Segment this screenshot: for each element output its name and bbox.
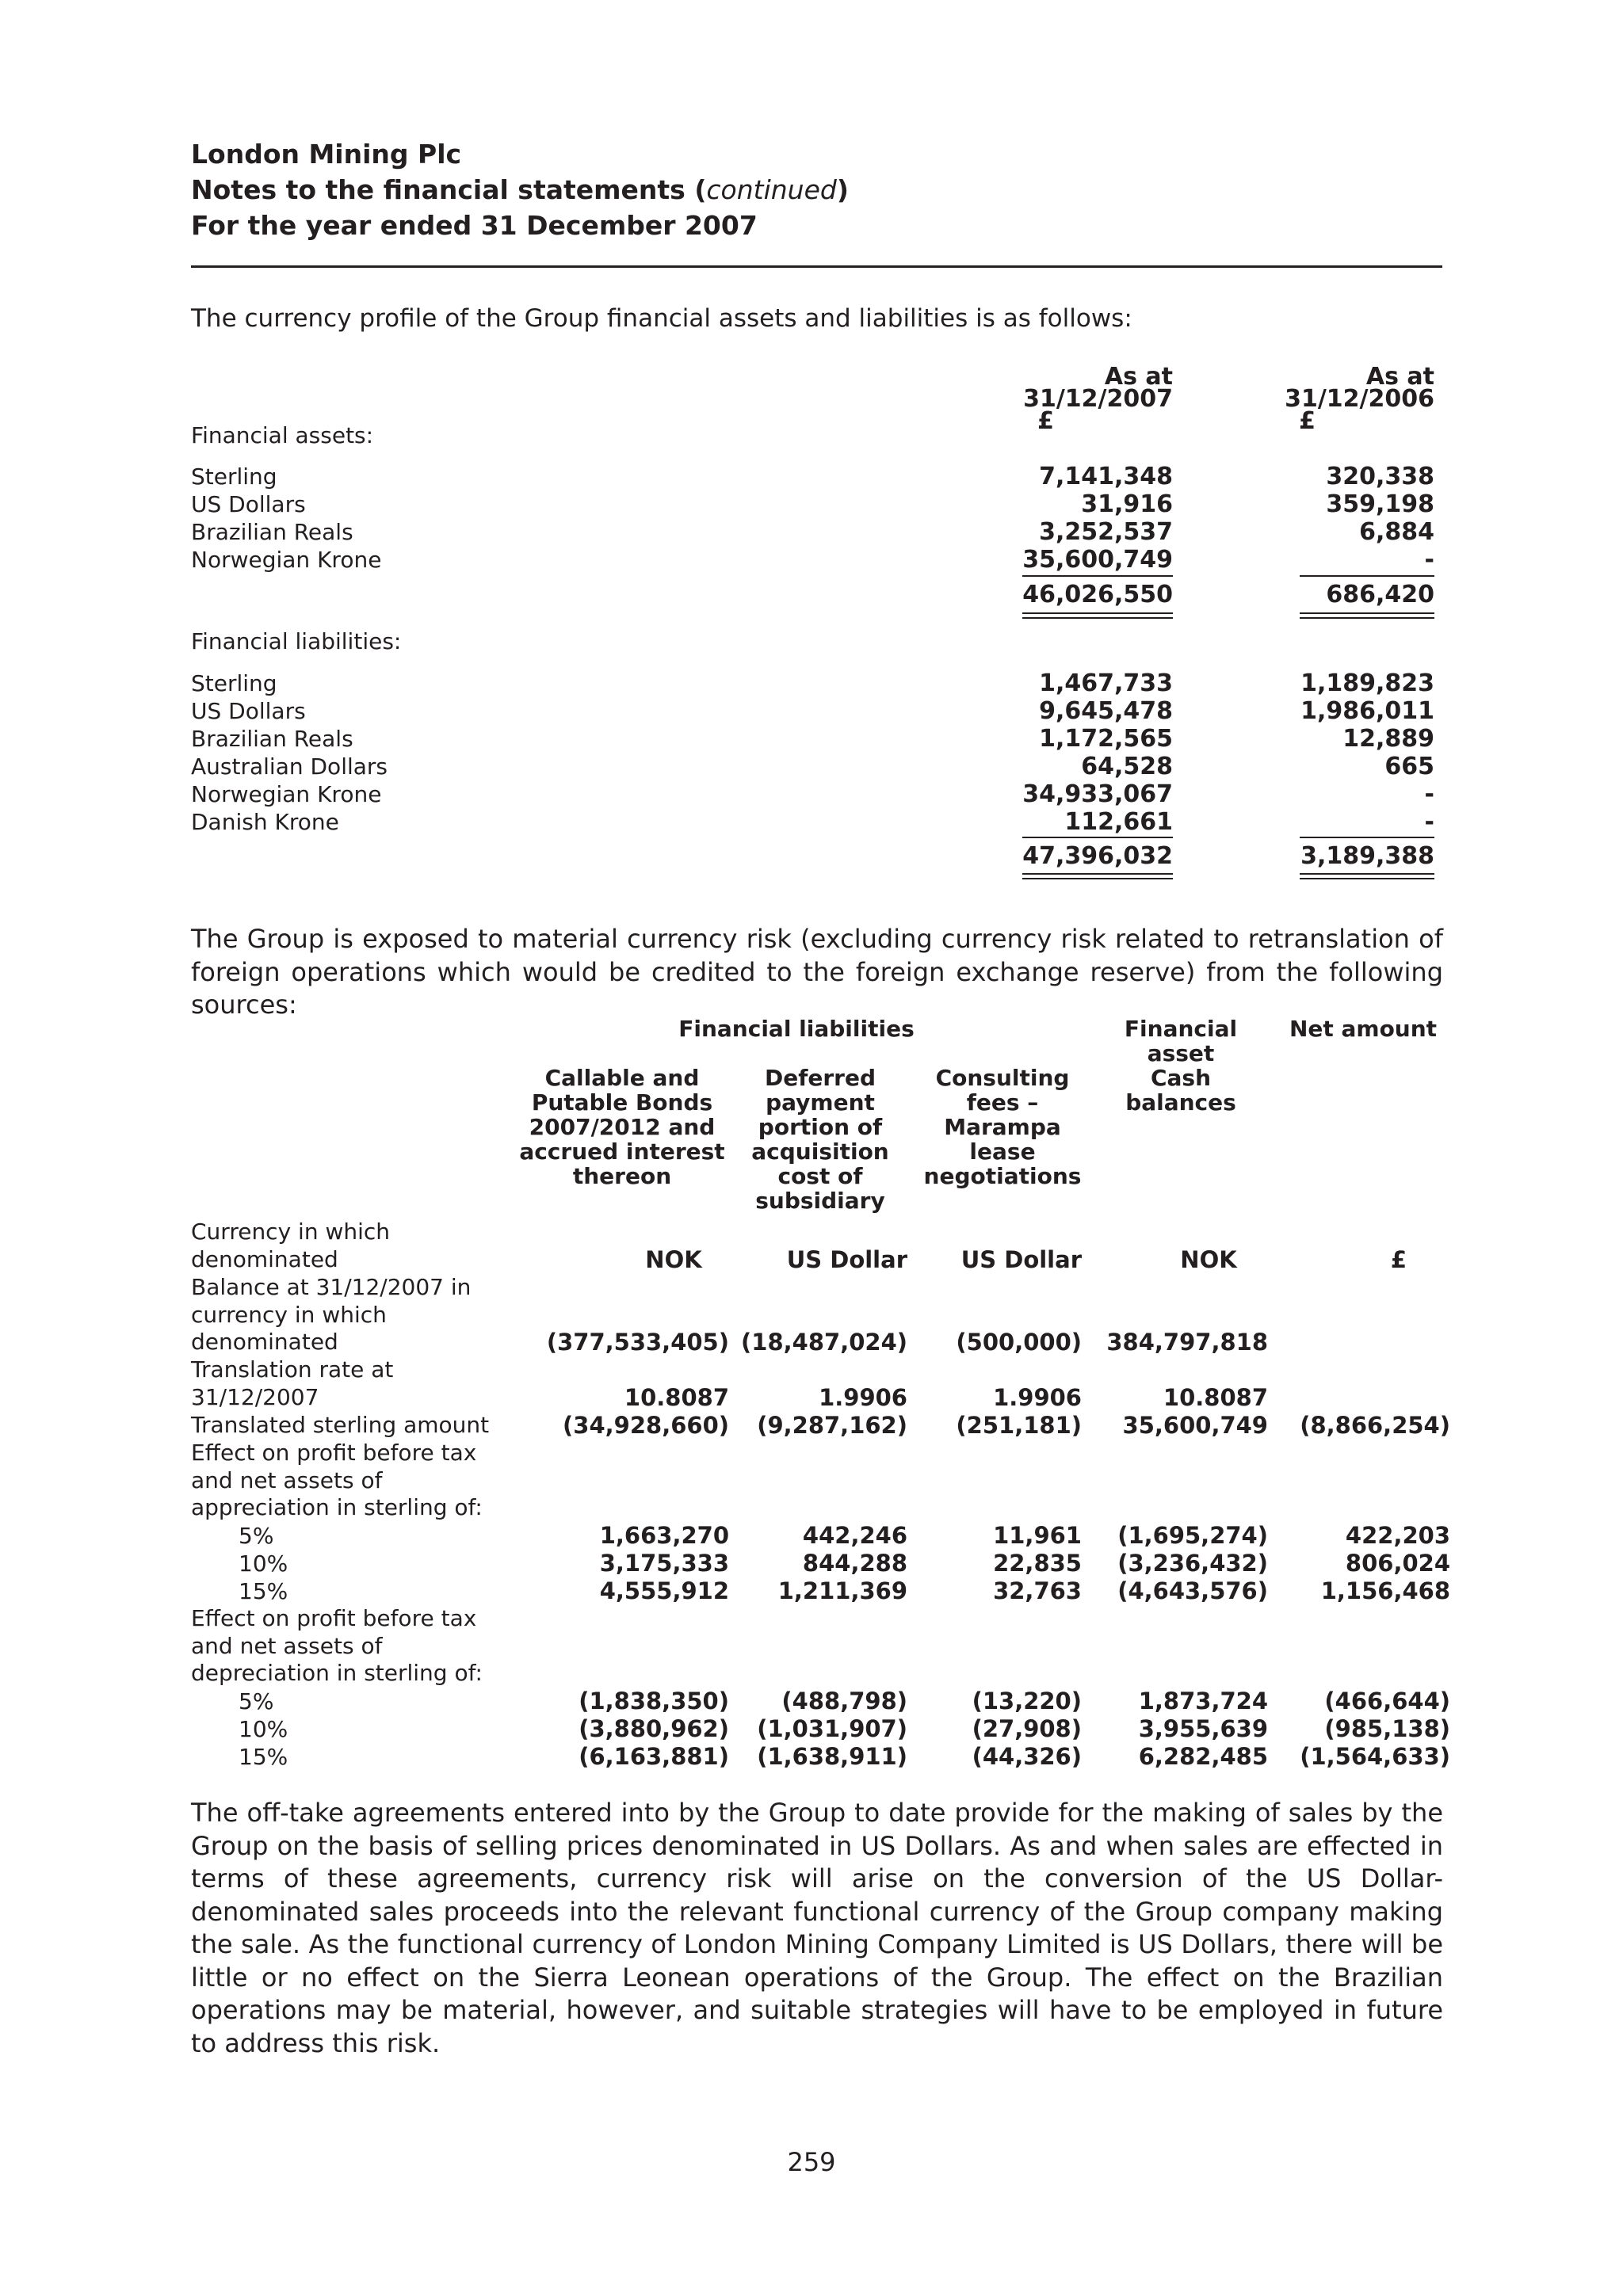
header-rule [191, 265, 1442, 268]
assets-heading: Financial assets: [191, 422, 374, 448]
cell-translated: (34,928,660) [563, 1412, 729, 1439]
asset-value-2007: 3,252,537 [1039, 518, 1173, 546]
cell-depreciation: (3,880,962) [579, 1715, 729, 1742]
assets-total-2007: 46,026,550 [1022, 581, 1173, 608]
liability-value-2006: 1,189,823 [1300, 669, 1434, 697]
asset-label: US Dollars [191, 491, 306, 517]
cell-depreciation: (44,326) [972, 1743, 1082, 1770]
cell-appreciation: 4,555,912 [599, 1577, 729, 1604]
cell-translated: (251,181) [956, 1412, 1082, 1439]
subtotal-rule [1300, 837, 1434, 838]
cell-balance: (500,000) [956, 1329, 1082, 1356]
liability-value-2006: 1,986,011 [1300, 697, 1434, 725]
cell-translated: 35,600,749 [1122, 1412, 1268, 1439]
liability-value-2007: 9,645,478 [1039, 697, 1173, 725]
cell-currency: US Dollar [786, 1246, 907, 1273]
liability-label: US Dollars [191, 698, 306, 724]
col-header-2007: As at 31/12/2007 £ [1023, 363, 1173, 435]
assets-total-2006: 686,420 [1326, 581, 1434, 608]
liability-value-2007: 1,467,733 [1039, 669, 1173, 697]
cell-depreciation: 1,873,724 [1138, 1688, 1268, 1714]
offtake-paragraph: The off-take agreements entered into by the Group to date provide for the making of sales by the Group on the basis of selling prices denominated in US Dollars. As and when sales are effected in terms of these agreements, currency risk will arise on the conversion of the US Dollar-denominated sales proceeds into the relevant functional currency of the Group company making the sale. As the functional currency of London Mining Company Limited is US Dollars, there will be little or no effect on the Sierra Leonean operations of the Group. The effect on the Brazilian operations may be material, however, and suitable strategies will have to be employed in future to address this risk. [191, 1798, 1443, 2058]
cell-translated: (8,866,254) [1300, 1412, 1450, 1439]
cell-depreciation: (1,838,350) [579, 1688, 729, 1714]
asset-label: Sterling [191, 463, 277, 490]
row-label-depreciation: Effect on profit before tax and net assets of depreciation in sterling of: [191, 1605, 483, 1686]
cell-appreciation: 1,663,270 [599, 1522, 729, 1549]
col-header-net-amount: Net amount [1289, 1016, 1438, 1042]
cell-rate: 1.9906 [993, 1384, 1082, 1411]
asset-value-2007: 35,600,749 [1022, 546, 1173, 574]
cell-appreciation: 1,211,369 [777, 1577, 907, 1604]
appreciation-pct: 5% [239, 1523, 274, 1549]
subtotal-rule [1022, 837, 1173, 838]
cell-rate: 1.9906 [819, 1384, 907, 1411]
cell-depreciation: (1,031,907) [757, 1715, 907, 1742]
cell-depreciation: (13,220) [972, 1688, 1082, 1714]
period-title: For the year ended 31 December 2007 [191, 210, 758, 241]
row-label-rate: Translation rate at 31/12/2007 [191, 1356, 394, 1410]
liability-label: Sterling [191, 670, 277, 696]
intro-text: The currency profile of the Group financial assets and liabilities is as follows: [191, 304, 1132, 333]
cell-depreciation: (1,564,633) [1300, 1743, 1450, 1770]
total-rule [1300, 617, 1434, 619]
cell-appreciation: 1,156,468 [1320, 1577, 1450, 1604]
asset-value-2007: 7,141,348 [1039, 463, 1173, 490]
cell-currency: £ [1390, 1246, 1407, 1273]
row-label-balance: Balance at 31/12/2007 in currency in which denominated [191, 1274, 472, 1355]
row-label-translated: Translated sterling amount [191, 1412, 490, 1438]
liability-value-2006: - [1424, 808, 1434, 836]
cell-rate: 10.8087 [624, 1384, 729, 1411]
cell-appreciation: 32,763 [993, 1577, 1082, 1604]
asset-label: Brazilian Reals [191, 519, 353, 545]
liability-value-2006: - [1424, 780, 1434, 808]
cell-rate: 10.8087 [1163, 1384, 1268, 1411]
col-header-financial-asset: Financial asset [1124, 1016, 1238, 1066]
notes-title: Notes to the financial statements (continued) [191, 174, 849, 205]
col-header-deferred-payment: Deferred payment portion of acquisition cost of subsidiary [751, 1065, 889, 1214]
col-header-2006: As at 31/12/2006 £ [1285, 363, 1434, 435]
liability-value-2007: 64,528 [1081, 753, 1173, 780]
cell-appreciation: 3,175,333 [599, 1550, 729, 1577]
cell-currency: NOK [1180, 1246, 1237, 1273]
page-number: 259 [787, 2147, 836, 2177]
total-rule [1300, 873, 1434, 875]
cell-appreciation: (1,695,274) [1117, 1522, 1268, 1549]
cell-depreciation: (985,138) [1324, 1715, 1450, 1742]
cell-balance: (377,533,405) [546, 1329, 729, 1356]
cell-balance: 384,797,818 [1106, 1329, 1268, 1356]
total-rule [1022, 612, 1173, 614]
col-header-cash-balances: Cash balances [1125, 1065, 1236, 1116]
asset-value-2006: 6,884 [1359, 518, 1434, 546]
row-label-appreciation: Effect on profit before tax and net assets of appreciation in sterling of: [191, 1440, 483, 1520]
liability-value-2006: 12,889 [1342, 725, 1434, 753]
cell-appreciation: (4,643,576) [1117, 1577, 1268, 1604]
liability-value-2006: 665 [1384, 753, 1434, 780]
liability-label: Norwegian Krone [191, 781, 382, 807]
cell-appreciation: (3,236,432) [1117, 1550, 1268, 1577]
cell-translated: (9,287,162) [757, 1412, 907, 1439]
cell-depreciation: (488,798) [781, 1688, 907, 1714]
asset-value-2006: 320,338 [1326, 463, 1434, 490]
cell-appreciation: 844,288 [802, 1550, 907, 1577]
total-rule [1300, 878, 1434, 879]
col-header-consulting-fees: Consulting fees – Marampa lease negotiations [923, 1065, 1082, 1189]
total-rule [1022, 878, 1173, 879]
total-rule [1022, 617, 1173, 619]
cell-depreciation: (6,163,881) [579, 1743, 729, 1770]
row-label-currency: Currency in which denominated [191, 1219, 391, 1272]
asset-value-2007: 31,916 [1081, 490, 1173, 518]
subtotal-rule [1300, 575, 1434, 577]
group-header-financial-liabilities: Financial liabilities [678, 1016, 915, 1042]
company-name: London Mining Plc [191, 139, 462, 170]
cell-currency: US Dollar [960, 1246, 1082, 1273]
depreciation-pct: 5% [239, 1688, 274, 1714]
cell-depreciation: 6,282,485 [1138, 1743, 1268, 1770]
cell-appreciation: 422,203 [1345, 1522, 1450, 1549]
cell-depreciation: 3,955,639 [1138, 1715, 1268, 1742]
cell-appreciation: 806,024 [1345, 1550, 1450, 1577]
cell-balance: (18,487,024) [741, 1329, 907, 1356]
page-header [191, 136, 1443, 243]
col-header-bonds: Callable and Putable Bonds 2007/2012 and accrued interest thereon [519, 1065, 725, 1189]
liability-value-2007: 34,933,067 [1022, 780, 1173, 808]
total-rule [1022, 873, 1173, 875]
subtotal-rule [1022, 575, 1173, 577]
total-rule [1300, 612, 1434, 614]
cell-depreciation: (27,908) [972, 1715, 1082, 1742]
liability-value-2007: 1,172,565 [1039, 725, 1173, 753]
cell-appreciation: 442,246 [802, 1522, 907, 1549]
cell-depreciation: (1,638,911) [757, 1743, 907, 1770]
cell-appreciation: 22,835 [993, 1550, 1082, 1577]
liability-label: Australian Dollars [191, 753, 388, 780]
asset-value-2006: - [1424, 546, 1434, 574]
liability-label: Danish Krone [191, 809, 339, 835]
asset-label: Norwegian Krone [191, 547, 382, 573]
cell-depreciation: (466,644) [1324, 1688, 1450, 1714]
appreciation-pct: 15% [239, 1578, 288, 1604]
liability-label: Brazilian Reals [191, 726, 353, 752]
cell-appreciation: 11,961 [993, 1522, 1082, 1549]
risk-paragraph: The Group is exposed to material currency risk (excluding currency risk related to retranslation of foreign operations which would be credited to the foreign exchange reserve) from the following sources: [191, 924, 1443, 1020]
liability-value-2007: 112,661 [1064, 808, 1173, 836]
cell-currency: NOK [645, 1246, 702, 1273]
depreciation-pct: 15% [239, 1744, 288, 1770]
appreciation-pct: 10% [239, 1550, 288, 1577]
asset-value-2006: 359,198 [1326, 490, 1434, 518]
liabilities-heading: Financial liabilities: [191, 628, 402, 654]
depreciation-pct: 10% [239, 1716, 288, 1742]
liabilities-total-2006: 3,189,388 [1300, 842, 1434, 870]
liabilities-total-2007: 47,396,032 [1022, 842, 1173, 870]
